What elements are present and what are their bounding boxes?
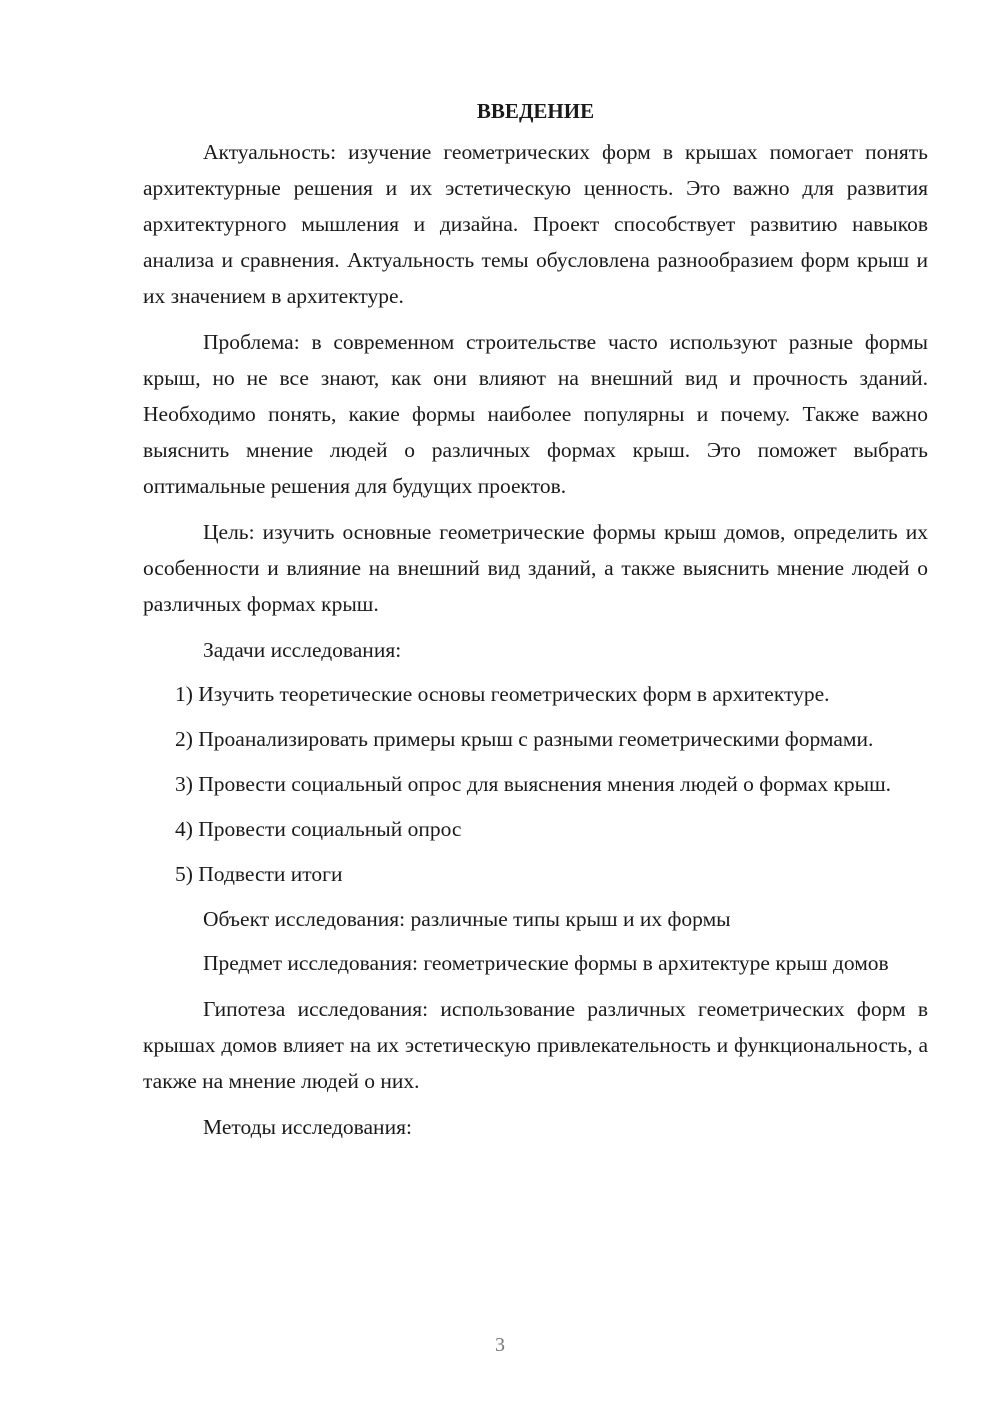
subject-paragraph: Предмет исследования: геометрические формы в архитектуре крыш домов bbox=[203, 951, 889, 975]
document-page bbox=[143, 96, 928, 1155]
relevance-paragraph: Актуальность: изучение геометрических форм в крышах помогает понять архитектурные решения и их эстетическую ценность. Это важно для развития архитектурного мышления и дизайна. Проект способствует развитию навыков анализа и сравнения. Актуальность темы обусловлена разнообразием форм крыш и их значением в архитектуре. bbox=[143, 140, 928, 308]
tasks-heading: Задачи исследования: bbox=[203, 638, 402, 662]
goal-paragraph: Цель: изучить основные геометрические формы крыш домов, определить их особенности и влияние на внешний вид зданий, а также выяснить мнение людей о различных формах крыш. bbox=[143, 520, 928, 616]
object-paragraph: Объект исследования: различные типы крыш и их формы bbox=[203, 907, 731, 931]
page-number: 3 bbox=[495, 1334, 505, 1356]
problem-paragraph: Проблема: в современном строительстве часто используют разные формы крыш, но не все знают, как они влияют на внешний вид и прочность зданий. Необходимо понять, какие формы наиболее популярны и почему. Также важно выяснить мнение людей о различных формах крыш. Это поможет выбрать оптимальные решения для будущих проектов. bbox=[143, 330, 928, 498]
page-title: ВВЕДЕНИЕ bbox=[476, 99, 595, 123]
task-item: 5) Подвести итоги bbox=[175, 862, 343, 886]
task-item: 1) Изучить теоретические основы геометрических форм в архитектуре. bbox=[175, 682, 830, 706]
hypothesis-paragraph: Гипотеза исследования: использование различных геометрических форм в крышах домов влияет на их эстетическую привлекательность и функциональность, а также на мнение людей о них. bbox=[143, 997, 928, 1093]
task-item: 2) Проанализировать примеры крыш с разными геометрическими формами. bbox=[175, 727, 874, 751]
tasks-list bbox=[143, 676, 928, 892]
methods-heading: Методы исследования: bbox=[203, 1115, 412, 1139]
task-item: 3) Провести социальный опрос для выяснения мнения людей о формах крыш. bbox=[175, 772, 892, 796]
task-item: 4) Провести социальный опрос bbox=[175, 817, 462, 841]
